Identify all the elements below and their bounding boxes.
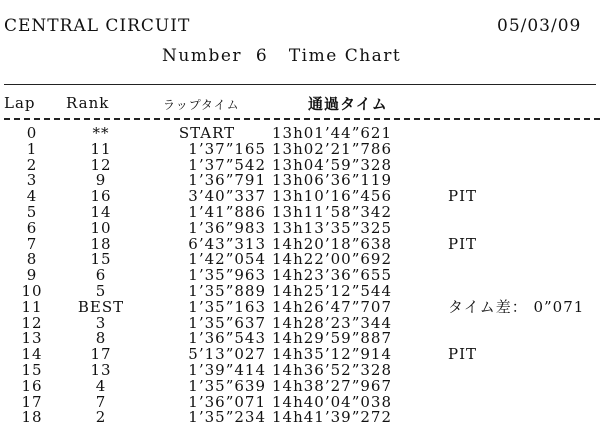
- note-cell: PIT: [448, 234, 478, 253]
- lap-cell: 4: [26, 187, 38, 206]
- lap-cell: 9: [26, 266, 38, 285]
- rank-cell: 8: [95, 329, 107, 348]
- table-row: [0, 236, 600, 252]
- rank-cell: BEST: [77, 297, 125, 316]
- lap-time-cell: 1’35”234: [188, 408, 266, 427]
- column-header-lap-time: ラップタイム: [163, 98, 240, 112]
- passing-time-cell: 13h10’16”456: [272, 187, 392, 206]
- rank-cell: 3: [95, 313, 107, 332]
- passing-time-cell: 14h20’18”638: [272, 234, 392, 253]
- lap-time-cell: 1’35”889: [188, 282, 266, 300]
- lap-cell: 18: [21, 408, 43, 427]
- passing-time-cell: 14h22’00”692: [272, 250, 392, 269]
- lap-time-cell: 1’37”542: [188, 155, 266, 174]
- table-row: [0, 409, 600, 425]
- lap-cell: 0: [26, 124, 38, 142]
- passing-time-cell: 14h41’39”272: [272, 408, 392, 427]
- lap-time-cell: 1’35”163: [188, 297, 266, 316]
- table-row: [0, 125, 600, 141]
- lap-cell: 14: [21, 345, 43, 364]
- note-cell: PIT: [448, 345, 478, 364]
- lap-cell: 3: [26, 171, 38, 190]
- table-row: [0, 267, 600, 283]
- passing-time-cell: 14h29’59”887: [272, 329, 392, 348]
- passing-time-cell: 13h04’59”328: [272, 155, 392, 174]
- rank-cell: 16: [90, 187, 112, 206]
- passing-time-cell: 13h11’58”342: [272, 203, 392, 221]
- table-row: [0, 346, 600, 362]
- passing-time-cell: 14h25’12”544: [272, 282, 392, 300]
- rank-cell: 12: [90, 155, 112, 174]
- table-row: [0, 378, 600, 394]
- lap-time-cell: 1’39”414: [188, 361, 266, 379]
- note-cell: PIT: [448, 187, 478, 206]
- rank-cell: 14: [90, 203, 112, 221]
- lap-cell: 8: [26, 250, 38, 269]
- table-row: [0, 188, 600, 204]
- lap-time-cell: 1’36”983: [188, 218, 266, 237]
- rank-cell: 15: [90, 250, 112, 269]
- passing-time-cell: 13h06’36”119: [272, 171, 392, 190]
- rank-cell: 4: [95, 376, 107, 395]
- lap-cell: 6: [26, 218, 38, 237]
- table-row: [0, 299, 600, 315]
- table-row: [0, 394, 600, 410]
- rank-cell: 2: [95, 408, 107, 427]
- lap-time-cell: 1’35”963: [188, 266, 266, 285]
- passing-time-cell: 13h02’21”786: [272, 139, 392, 158]
- rank-cell: 13: [90, 361, 112, 379]
- lap-cell: 12: [21, 313, 43, 332]
- lap-time-cell: 1’35”637: [188, 313, 266, 332]
- lap-time-cell: 1’41”886: [188, 203, 266, 221]
- column-header-lap: Lap: [4, 94, 36, 112]
- lap-cell: 5: [26, 203, 38, 221]
- table-row: [0, 315, 600, 331]
- lap-cell: 16: [21, 376, 43, 395]
- rank-cell: 17: [90, 345, 112, 364]
- lap-cell: 7: [26, 234, 38, 253]
- passing-time-cell: 14h26’47”707: [272, 297, 392, 316]
- table-row: [0, 251, 600, 267]
- passing-time-cell: 14h23’36”655: [272, 266, 392, 285]
- table-row: [0, 283, 600, 299]
- table-row: [0, 362, 600, 378]
- lap-cell: 2: [26, 155, 38, 174]
- lap-cell: 15: [21, 361, 43, 379]
- column-rule: [4, 118, 600, 120]
- passing-time-cell: 14h38’27”967: [272, 376, 392, 395]
- report-date: 05/03/09: [497, 16, 582, 36]
- lap-time-cell: 1’36”071: [188, 392, 266, 411]
- lap-time-cell: 1’37”165: [188, 139, 266, 158]
- rank-cell: 9: [95, 171, 107, 190]
- lap-time-cell: 5’13”027: [188, 345, 266, 364]
- lap-time-cell: START: [178, 124, 236, 142]
- passing-time-cell: 14h28’23”344: [272, 313, 392, 332]
- rank-cell: 7: [95, 392, 107, 411]
- passing-time-cell: 14h36’52”328: [272, 361, 392, 379]
- rank-cell: 10: [90, 218, 112, 237]
- lap-time-cell: 1’35”639: [188, 376, 266, 395]
- rank-cell: 5: [95, 282, 107, 300]
- passing-time-cell: 13h13’35”325: [272, 218, 392, 237]
- rank-cell: 6: [95, 266, 107, 285]
- lap-time-cell: 6’43”313: [188, 234, 266, 253]
- rank-cell: **: [92, 124, 110, 142]
- lap-time-cell: 3’40”337: [188, 187, 266, 206]
- lap-cell: 17: [21, 392, 43, 411]
- header-rule: [4, 84, 596, 85]
- rank-cell: 11: [90, 139, 112, 158]
- table-row: [0, 220, 600, 236]
- column-header-passing-time: 通過タイム: [308, 95, 388, 113]
- column-header-rank: Rank: [66, 94, 110, 112]
- lap-cell: 10: [21, 282, 43, 300]
- lap-time-cell: 1’36”543: [188, 329, 266, 348]
- page-title: Number 6 Time Chart: [162, 46, 402, 66]
- table-row: [0, 330, 600, 346]
- lap-cell: 11: [21, 297, 43, 316]
- table-row: [0, 141, 600, 157]
- circuit-name: CENTRAL CIRCUIT: [4, 16, 191, 36]
- lap-time-cell: 1’42”054: [188, 250, 266, 269]
- table-row: [0, 172, 600, 188]
- lap-cell: 13: [21, 329, 43, 348]
- lap-cell: 1: [26, 139, 38, 158]
- passing-time-cell: 13h01’44”621: [272, 124, 392, 142]
- note-cell: タイム差： 0”071: [448, 297, 585, 316]
- rank-cell: 18: [90, 234, 112, 253]
- passing-time-cell: 14h35’12”914: [272, 345, 392, 364]
- passing-time-cell: 14h40’04”038: [272, 392, 392, 411]
- lap-time-cell: 1’36”791: [188, 171, 266, 190]
- table-row: [0, 157, 600, 173]
- table-row: [0, 204, 600, 220]
